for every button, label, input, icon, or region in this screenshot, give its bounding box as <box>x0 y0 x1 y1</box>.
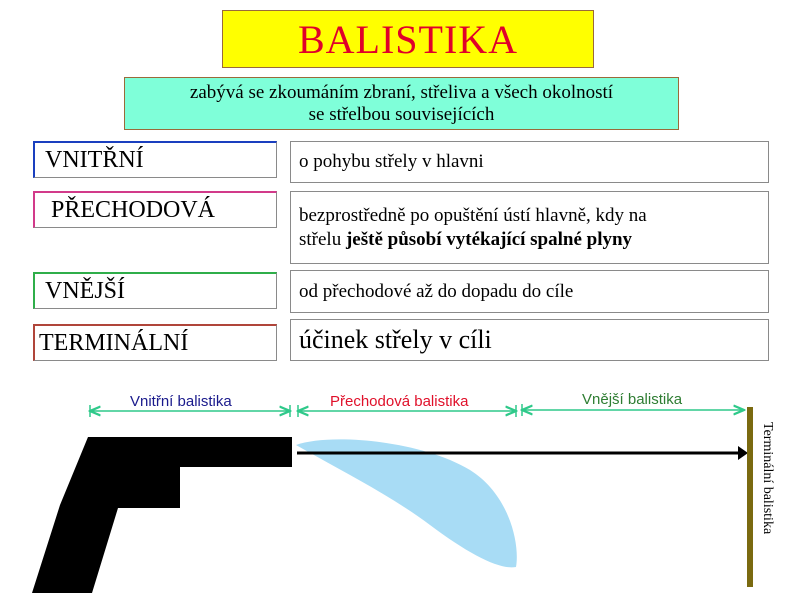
description-prechodova <box>290 191 769 264</box>
title-box <box>222 10 594 68</box>
subtitle-line-1: zabývá se zkoumáním zbraní, střeliva a všech okolností <box>189 81 614 103</box>
page-title: BALISTIKA <box>297 16 519 62</box>
description-text: účinek střely v cíli <box>299 325 492 354</box>
category-label: TERMINÁLNÍ <box>39 329 189 356</box>
category-label: VNĚJŠÍ <box>45 277 126 304</box>
gun-trigger-gap <box>180 467 280 477</box>
phase-label-prechodova: Přechodová balistika <box>330 393 469 410</box>
gas-plume <box>296 439 517 567</box>
description-text: střelu <box>299 228 346 250</box>
category-vnitrni <box>33 141 277 178</box>
category-label: VNITŘNÍ <box>45 146 144 173</box>
description-text: o pohybu střely v hlavni <box>299 151 484 172</box>
description-line-1: bezprostředně po opuštění ústí hlavně, kdy na <box>299 204 647 226</box>
phase-label-vnitrni: Vnitřní balistika <box>130 393 232 410</box>
category-vnejsi <box>33 272 277 309</box>
description-line-2 <box>299 228 768 252</box>
description-text: od přechodové až do dopadu do cíle <box>299 280 574 302</box>
phase-label-vnejsi: Vnější balistika <box>582 391 683 408</box>
gun-icon <box>32 437 292 593</box>
category-terminalni <box>33 324 277 361</box>
description-bold-text: ještě působí vytékající spalné plyny <box>345 228 633 250</box>
subtitle-line-2: se střelbou souvisejících <box>308 103 495 125</box>
description-terminalni <box>290 319 769 361</box>
description-vnejsi <box>290 270 769 313</box>
category-label: PŘECHODOVÁ <box>51 196 216 223</box>
ballistics-diagram <box>0 375 794 595</box>
terminal-ballistics-label: Terminální balistika <box>760 422 775 535</box>
category-prechodova <box>33 191 277 228</box>
subtitle-box <box>124 77 679 130</box>
terminal-label-box <box>735 422 794 572</box>
description-vnitrni <box>290 141 769 183</box>
